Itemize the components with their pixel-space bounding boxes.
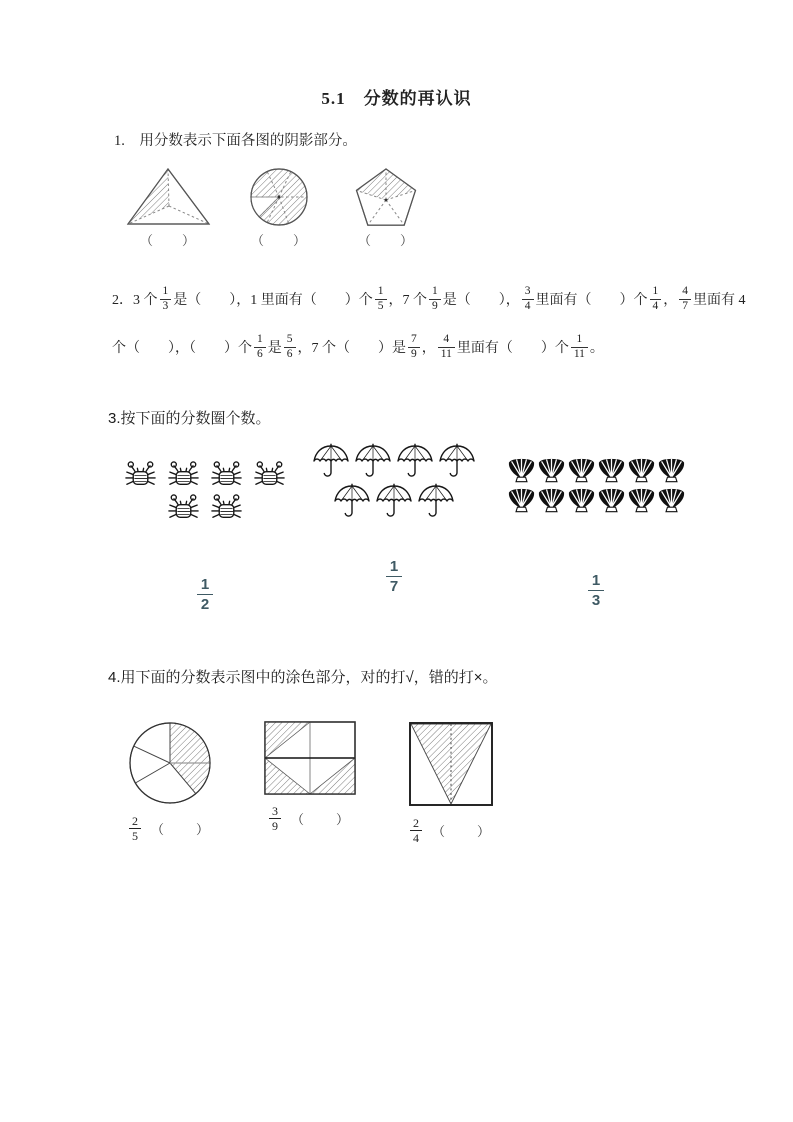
q4-prompt: 4.用下面的分数表示图中的涂色部分，对的打√，错的打×。	[108, 668, 498, 686]
umbrella-icon	[374, 482, 414, 522]
shell-icon	[567, 456, 596, 483]
shell-icon	[657, 486, 686, 513]
inline-fraction	[438, 333, 455, 361]
fraction-numerator: 1	[386, 558, 402, 577]
answer-paren: （ ）	[150, 822, 211, 838]
q4-figures	[128, 721, 793, 846]
shell-row	[506, 456, 686, 486]
fraction-numerator: 1	[375, 285, 387, 299]
fraction-numerator: 1	[588, 572, 604, 591]
q1-figures	[122, 166, 793, 249]
triangle-figure	[122, 166, 214, 228]
fraction-denominator: 7	[682, 300, 688, 312]
q2-line-2	[112, 327, 703, 367]
shell-icon	[507, 486, 536, 513]
answer-paren: （ ）	[250, 233, 307, 248]
fraction-numerator: 7	[408, 333, 420, 347]
q4-caption	[410, 817, 492, 846]
shell-icon	[627, 486, 656, 513]
q3-group-shells	[490, 442, 702, 614]
shell-icon	[597, 456, 626, 483]
group-fraction	[386, 558, 402, 596]
crab-icon-grid	[119, 442, 291, 560]
text-run: ，7 个	[388, 293, 427, 308]
fraction-numerator: 5	[284, 333, 296, 347]
rectangle-triangles-figure	[264, 721, 356, 795]
fraction-denominator: 11	[440, 348, 452, 360]
umbrella-icon	[437, 442, 477, 482]
q4-caption	[269, 805, 351, 834]
umbrella-icon	[353, 442, 393, 482]
q4-item-square	[408, 721, 494, 846]
umbrella-row	[310, 442, 478, 482]
group-fraction	[197, 576, 213, 614]
text-run: 个（ ），（ ）个	[112, 341, 252, 356]
fraction-numerator: 1	[650, 285, 662, 299]
text-run: ，7 个（ ）是	[297, 341, 406, 356]
fraction-denominator: 4	[412, 830, 419, 845]
text-run: 。	[589, 341, 604, 356]
shell-icon	[507, 456, 536, 483]
fraction-denominator: 9	[432, 300, 438, 312]
fraction-numerator: 1	[571, 333, 588, 347]
fraction-numerator: 3	[269, 805, 281, 820]
fraction-numerator: 3	[522, 285, 534, 299]
fraction-denominator: 6	[257, 348, 263, 360]
circle-5-parts-figure	[128, 721, 212, 805]
text-run: 是	[267, 341, 282, 356]
text-run: 里面有（ ）个	[535, 293, 648, 308]
inline-fraction	[571, 333, 588, 361]
q3-groups	[112, 442, 793, 614]
crab-icon	[209, 493, 244, 526]
text-run: 是（ ），	[442, 293, 520, 308]
fraction-numerator: 1	[160, 285, 172, 299]
fraction-denominator: 3	[162, 300, 169, 312]
caption-fraction	[410, 817, 422, 846]
fraction-numerator: 1	[254, 333, 266, 347]
shell-icon-grid	[506, 442, 686, 556]
circle-figure	[248, 166, 310, 228]
square-v-figure	[408, 721, 494, 807]
answer-paren: （ ）	[357, 233, 414, 248]
fraction-denominator: 2	[200, 596, 210, 614]
fraction-denominator: 4	[652, 300, 659, 312]
fraction-denominator: 3	[591, 592, 601, 610]
shell-icon	[537, 486, 566, 513]
fraction-denominator: 7	[389, 578, 399, 596]
fraction-denominator: 4	[524, 300, 531, 312]
crab-icon	[166, 460, 201, 493]
fraction-denominator: 11	[573, 348, 585, 360]
inline-fraction	[429, 285, 441, 313]
fraction-numerator: 4	[679, 285, 691, 299]
caption-fraction	[269, 805, 281, 834]
fraction-numerator: 1	[197, 576, 213, 595]
group-fraction	[588, 572, 604, 610]
umbrella-icon	[395, 442, 435, 482]
umbrella-row	[331, 482, 457, 522]
answer-paren: （ ）	[431, 824, 492, 840]
fraction-denominator: 9	[411, 348, 417, 360]
inline-fraction	[160, 285, 172, 313]
caption-fraction	[129, 815, 141, 844]
umbrella-icon	[332, 482, 372, 522]
q4-item-circle	[128, 721, 212, 844]
shell-icon	[657, 456, 686, 483]
fraction-denominator: 5	[131, 828, 138, 843]
text-run: 是（ ），1 里面有（ ）个	[173, 293, 373, 308]
crab-row	[162, 493, 248, 526]
q3-prompt: 3.按下面的分数圈个数。	[108, 410, 271, 427]
answer-paren: （ ）	[290, 812, 351, 828]
shell-icon	[627, 456, 656, 483]
q2-line-1	[112, 279, 746, 319]
shell-icon	[567, 486, 596, 513]
crab-icon	[209, 460, 244, 493]
fraction-denominator: 5	[377, 300, 384, 312]
umbrella-icon	[416, 482, 456, 522]
q1-figure-triangle	[122, 166, 214, 249]
fraction-numerator: 4	[438, 333, 455, 347]
fraction-denominator: 6	[286, 348, 293, 360]
inline-fraction	[522, 285, 534, 313]
crab-row	[119, 460, 291, 493]
shell-row	[506, 486, 686, 516]
inline-fraction	[284, 333, 296, 361]
pentagon-figure	[344, 166, 428, 228]
text-run: 里面有 4	[693, 293, 746, 308]
fraction-numerator: 2	[129, 815, 141, 830]
q1-figure-pentagon	[344, 166, 428, 249]
text-run: 2．3 个	[112, 293, 158, 308]
umbrella-icon	[311, 442, 351, 482]
q3-group-umbrellas	[298, 442, 490, 614]
fraction-numerator: 1	[429, 285, 441, 299]
shell-icon	[597, 486, 626, 513]
q1-figure-circle	[248, 166, 310, 249]
crab-icon	[123, 460, 158, 493]
q1-prompt: 1. 用分数表示下面各图的阴影部分。	[114, 133, 357, 149]
inline-fraction	[375, 285, 387, 313]
fraction-denominator: 9	[271, 818, 278, 833]
umbrella-icon-grid	[310, 442, 478, 542]
q4-item-rectangle	[264, 721, 356, 834]
inline-fraction	[254, 333, 266, 361]
answer-paren: （ ）	[139, 233, 196, 248]
inline-fraction	[650, 285, 662, 313]
q2-block	[112, 279, 746, 367]
inline-fraction	[408, 333, 420, 361]
text-run: 里面有（ ）个	[456, 341, 569, 356]
text-run: ，	[421, 341, 436, 356]
page-title: 5.1 分数的再认识	[321, 89, 472, 108]
fraction-numerator: 2	[410, 817, 422, 832]
crab-icon	[166, 493, 201, 526]
q4-caption	[129, 815, 211, 844]
inline-fraction	[679, 285, 691, 313]
text-run: ，	[663, 293, 678, 308]
shell-icon	[537, 456, 566, 483]
crab-icon	[252, 460, 287, 493]
q3-group-crabs	[112, 442, 298, 614]
